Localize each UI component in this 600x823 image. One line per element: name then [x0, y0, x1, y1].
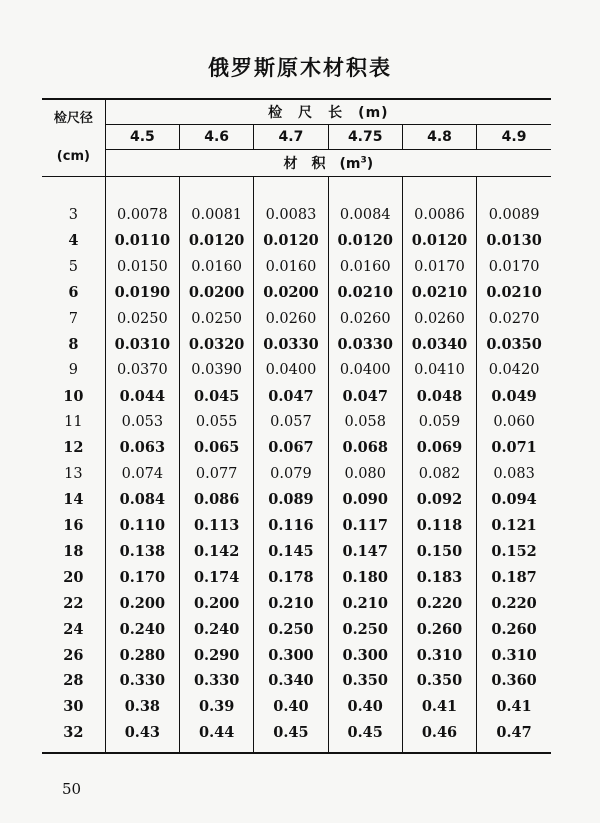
volume-cell: 0.220: [491, 594, 537, 612]
table-row: [42, 590, 551, 616]
volume-cell: 0.0170: [488, 258, 540, 275]
volume-cell: 0.300: [254, 642, 328, 668]
table-row: [42, 694, 551, 720]
volume-cell: 0.290: [180, 642, 254, 668]
table-row: [42, 202, 551, 228]
volume-cell: 0.0150: [105, 254, 179, 280]
volume-cell: 0.200: [105, 590, 179, 616]
table-row: [42, 228, 551, 254]
volume-cell: 0.082: [402, 461, 476, 487]
diameter-cell: 9: [42, 357, 105, 383]
volume-cell: 0.0330: [254, 331, 328, 357]
diameter-cell: 4: [42, 228, 105, 254]
volume-table: [42, 98, 551, 754]
volume-cell: 0.142: [180, 539, 254, 565]
page-title: 俄罗斯原木材积表: [208, 56, 392, 80]
volume-cell: 0.0250: [180, 306, 254, 332]
volume-cell: 0.0370: [105, 357, 179, 383]
spacer-row: [42, 177, 551, 203]
volume-cell: 0.044: [105, 383, 179, 409]
table-row: [42, 254, 551, 280]
diameter-cell: 8: [42, 331, 105, 357]
volume-cell: 0.183: [402, 564, 476, 590]
diameter-header: [42, 99, 105, 177]
volume-cell: 0.0120: [402, 228, 476, 254]
volume-cell: 0.310: [491, 646, 537, 664]
volume-cell: 0.065: [180, 435, 254, 461]
volume-cell: 0.060: [493, 414, 535, 431]
length-cell: 4.7: [254, 125, 328, 150]
diameter-cell: 11: [42, 409, 105, 435]
volume-cell: 0.260: [491, 620, 537, 638]
volume-label-close: ): [366, 156, 374, 172]
volume-cell: 0.145: [254, 539, 328, 565]
volume-cell: 0.089: [254, 487, 328, 513]
volume-cell: 0.116: [254, 513, 328, 539]
table-row: [42, 539, 551, 565]
volume-cell: 0.121: [491, 517, 537, 535]
volume-cell: 0.40: [254, 694, 328, 720]
table-row: [42, 487, 551, 513]
volume-cell: 0.058: [328, 409, 402, 435]
volume-cell: 0.0160: [328, 254, 402, 280]
volume-cell: 0.41: [402, 694, 476, 720]
volume-cell: 0.240: [105, 616, 179, 642]
length-header: 检 尺 长 (m): [105, 99, 551, 125]
volume-cell: 0.0210: [486, 284, 542, 302]
table-row: [42, 720, 551, 746]
volume-cell: 0.117: [328, 513, 402, 539]
diameter-cell: 32: [42, 720, 105, 746]
diameter-cell: 7: [42, 306, 105, 332]
length-cell: 4.75: [328, 125, 402, 150]
volume-cell: 0.090: [328, 487, 402, 513]
diameter-cell: 22: [42, 590, 105, 616]
volume-cell: 0.44: [180, 720, 254, 746]
length-cell: 4.9: [477, 125, 551, 150]
volume-cell: 0.0320: [180, 331, 254, 357]
volume-cell: 0.0078: [105, 202, 179, 228]
table-row: [42, 642, 551, 668]
diameter-unit: (cm): [56, 149, 90, 164]
volume-cell: 0.40: [328, 694, 402, 720]
volume-cell: 0.350: [328, 668, 402, 694]
volume-cell: 0.0200: [180, 280, 254, 306]
volume-cell: 0.174: [180, 564, 254, 590]
volume-cell: 0.048: [402, 383, 476, 409]
volume-cell: 0.0340: [402, 331, 476, 357]
volume-cell: 0.0081: [180, 202, 254, 228]
volume-cell: 0.053: [105, 409, 179, 435]
volume-cell: 0.084: [105, 487, 179, 513]
diameter-cell: 24: [42, 616, 105, 642]
table-row: [42, 357, 551, 383]
volume-cell: 0.0350: [486, 335, 542, 353]
volume-cell: 0.0130: [486, 232, 542, 250]
volume-cell: 0.41: [496, 698, 532, 716]
volume-cell: 0.0120: [254, 228, 328, 254]
page-number: 50: [62, 780, 82, 798]
volume-cell: 0.0200: [254, 280, 328, 306]
volume-cell: 0.43: [105, 720, 179, 746]
table-row: [42, 331, 551, 357]
volume-cell: 0.210: [328, 590, 402, 616]
diameter-cell: 16: [42, 513, 105, 539]
table-row: [42, 306, 551, 332]
volume-cell: 0.150: [402, 539, 476, 565]
volume-cell: 0.220: [402, 590, 476, 616]
volume-cell: 0.094: [491, 491, 537, 509]
volume-cell: 0.068: [328, 435, 402, 461]
volume-cell: 0.47: [496, 724, 532, 742]
volume-cell: 0.0160: [254, 254, 328, 280]
volume-cell: 0.069: [402, 435, 476, 461]
volume-cell: 0.059: [402, 409, 476, 435]
volume-cell: 0.049: [491, 387, 537, 405]
volume-cell: 0.0310: [105, 331, 179, 357]
diameter-cell: 26: [42, 642, 105, 668]
volume-cell: 0.38: [105, 694, 179, 720]
diameter-cell: 28: [42, 668, 105, 694]
volume-cell: 0.147: [328, 539, 402, 565]
volume-cell: 0.092: [402, 487, 476, 513]
volume-cell: 0.0410: [402, 357, 476, 383]
table-row: [42, 409, 551, 435]
table-row: [42, 461, 551, 487]
volume-cell: 0.0260: [254, 306, 328, 332]
length-cell: 4.6: [180, 125, 254, 150]
length-cell: 4.8: [402, 125, 476, 150]
volume-cell: 0.071: [491, 439, 537, 457]
diameter-cell: 6: [42, 280, 105, 306]
volume-cell: 0.074: [105, 461, 179, 487]
volume-cell: 0.0400: [328, 357, 402, 383]
volume-cell: 0.310: [402, 642, 476, 668]
volume-cell: 0.0210: [402, 280, 476, 306]
volume-cell: 0.45: [328, 720, 402, 746]
diameter-cell: 13: [42, 461, 105, 487]
table-row: [42, 280, 551, 306]
volume-cell: 0.083: [493, 465, 535, 482]
volume-cell: 0.0390: [180, 357, 254, 383]
diameter-cell: 5: [42, 254, 105, 280]
volume-cell: 0.280: [105, 642, 179, 668]
volume-cell: 0.210: [254, 590, 328, 616]
diameter-cell: 30: [42, 694, 105, 720]
volume-cell: 0.170: [105, 564, 179, 590]
volume-cell: 0.0170: [402, 254, 476, 280]
volume-cell: 0.250: [254, 616, 328, 642]
volume-cell: 0.360: [491, 672, 537, 690]
diameter-cell: 10: [42, 383, 105, 409]
volume-cell: 0.0330: [328, 331, 402, 357]
volume-cell: 0.187: [491, 568, 537, 586]
volume-cell: 0.118: [402, 513, 476, 539]
volume-cell: 0.0089: [488, 206, 540, 223]
volume-cell: 0.0250: [105, 306, 179, 332]
volume-cell: 0.0260: [328, 306, 402, 332]
volume-cell: 0.138: [105, 539, 179, 565]
volume-cell: 0.0270: [488, 310, 540, 327]
volume-cell: 0.0400: [254, 357, 328, 383]
volume-cell: 0.46: [402, 720, 476, 746]
volume-cell: 0.077: [180, 461, 254, 487]
volume-cell: 0.180: [328, 564, 402, 590]
diameter-cell: 12: [42, 435, 105, 461]
table-row: [42, 564, 551, 590]
length-row: [42, 125, 551, 150]
volume-cell: 0.0110: [105, 228, 179, 254]
table-row: [42, 383, 551, 409]
volume-cell: 0.0190: [105, 280, 179, 306]
table-row: [42, 616, 551, 642]
volume-cell: 0.0083: [254, 202, 328, 228]
volume-cell: 0.0086: [402, 202, 476, 228]
volume-cell: 0.0260: [402, 306, 476, 332]
volume-cell: 0.047: [254, 383, 328, 409]
table-row: [42, 435, 551, 461]
volume-cell: 0.330: [180, 668, 254, 694]
volume-cell: 0.200: [180, 590, 254, 616]
volume-cell: 0.0120: [180, 228, 254, 254]
volume-cell: 0.330: [105, 668, 179, 694]
volume-cell: 0.113: [180, 513, 254, 539]
volume-cell: 0.055: [180, 409, 254, 435]
volume-unit-sup: 3: [360, 155, 367, 166]
volume-cell: 0.047: [328, 383, 402, 409]
volume-cell: 0.080: [328, 461, 402, 487]
volume-cell: 0.067: [254, 435, 328, 461]
table-row: [42, 513, 551, 539]
volume-cell: 0.063: [105, 435, 179, 461]
volume-cell: 0.0120: [328, 228, 402, 254]
volume-cell: 0.45: [254, 720, 328, 746]
table-row: [42, 668, 551, 694]
volume-cell: 0.178: [254, 564, 328, 590]
volume-cell: 0.152: [491, 543, 537, 561]
table-bottom-rule: [42, 746, 551, 753]
volume-cell: 0.300: [328, 642, 402, 668]
volume-cell: 0.0160: [180, 254, 254, 280]
volume-cell: 0.350: [402, 668, 476, 694]
diameter-cell: 14: [42, 487, 105, 513]
volume-cell: 0.340: [254, 668, 328, 694]
volume-cell: 0.0210: [328, 280, 402, 306]
diameter-cell: 18: [42, 539, 105, 565]
volume-cell: 0.260: [402, 616, 476, 642]
volume-cell: 0.39: [180, 694, 254, 720]
volume-cell: 0.079: [254, 461, 328, 487]
volume-cell: 0.045: [180, 383, 254, 409]
volume-cell: 0.0084: [328, 202, 402, 228]
volume-cell: 0.0420: [488, 362, 540, 379]
volume-label: 材 积 (m: [283, 156, 361, 172]
volume-cell: 0.240: [180, 616, 254, 642]
length-cell: 4.5: [105, 125, 179, 150]
volume-cell: 0.110: [105, 513, 179, 539]
diameter-cell: 3: [42, 202, 105, 228]
volume-header: [105, 150, 551, 177]
volume-cell: 0.086: [180, 487, 254, 513]
diameter-cell: 20: [42, 564, 105, 590]
volume-cell: 0.250: [328, 616, 402, 642]
volume-cell: 0.057: [254, 409, 328, 435]
diameter-label: 检尺径: [53, 111, 93, 126]
